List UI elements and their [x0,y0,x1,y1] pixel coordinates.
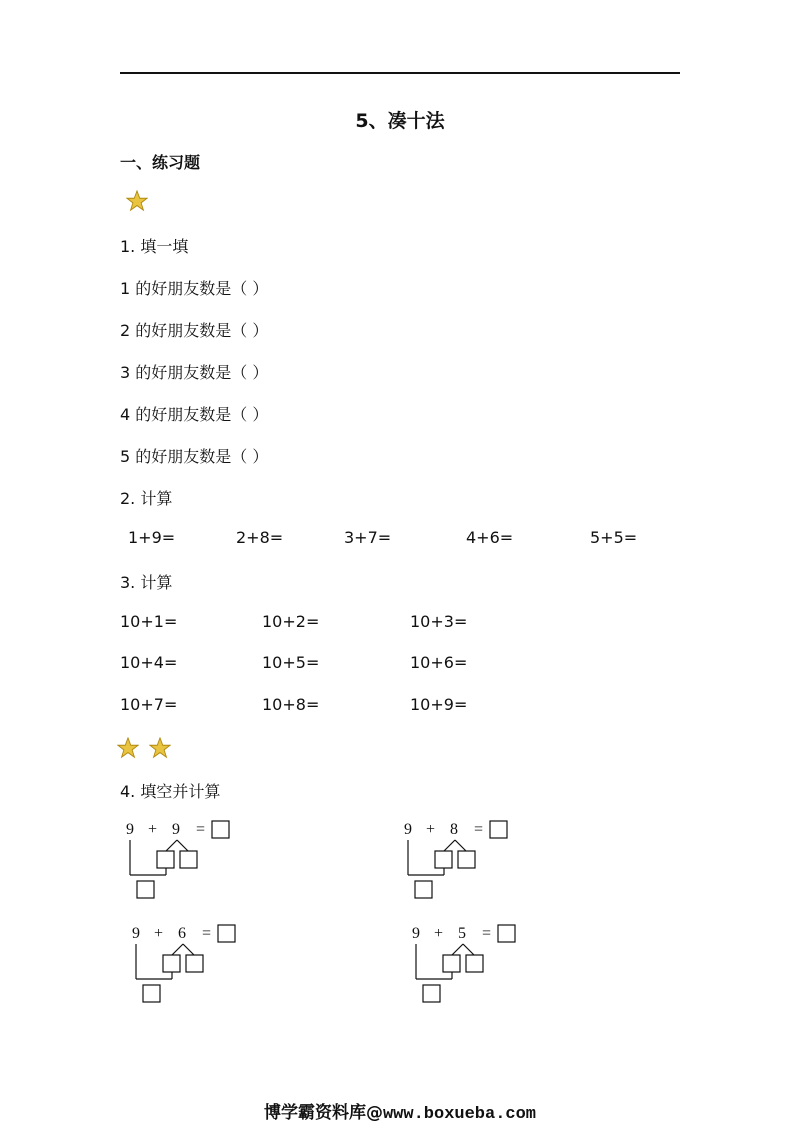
addend-a: 9 [126,821,134,838]
section-heading: 一、练习题 [120,153,201,172]
equals-sign: = [474,821,484,838]
q3-item: 10+9= [410,695,468,714]
difficulty-star-icon [117,737,139,759]
footer-at: @ [365,1103,383,1123]
answer-box[interactable] [218,925,235,942]
split-box[interactable] [443,955,460,972]
split-box[interactable] [163,955,180,972]
q3-item: 10+2= [262,612,320,631]
q4-heading: 4. 填空并计算 [120,782,221,801]
addend-a: 9 [412,925,420,942]
q3-item: 10+4= [120,653,178,672]
difficulty-star-icon [126,190,148,212]
header-rule [120,72,680,74]
make-ten-diagram [398,818,528,903]
q3-item: 10+8= [262,695,320,714]
q2-item: 4+6= [466,528,514,547]
split-box[interactable] [180,851,197,868]
q3-item: 10+5= [262,653,320,672]
split-box[interactable] [435,851,452,868]
split-box[interactable] [157,851,174,868]
q3-item: 10+1= [120,612,178,631]
footer-watermark [0,1098,800,1124]
addend-b: 6 [178,925,186,942]
make-ten-diagram [406,922,536,1007]
q2-item: 2+8= [236,528,284,547]
make-ten-diagram [126,922,256,1007]
q3-item: 10+6= [410,653,468,672]
split-box[interactable] [186,955,203,972]
q3-heading: 3. 计算 [120,573,173,592]
equals-sign: = [482,925,492,942]
q2-item: 5+5= [590,528,638,547]
footer-url[interactable]: www.boxueba.com [382,1105,537,1124]
q1-heading: 1. 填一填 [120,237,189,256]
q3-item: 10+7= [120,695,178,714]
make-ten-diagram [120,818,250,903]
addend-a: 9 [132,925,140,942]
q3-item: 10+3= [410,612,468,631]
split-box[interactable] [458,851,475,868]
q2-item: 1+9= [128,528,176,547]
q2-heading: 2. 计算 [120,489,173,508]
q1-item: 1 的好朋友数是（ ） [120,279,269,298]
equals-sign: = [202,925,212,942]
addend-b: 8 [450,821,458,838]
answer-box[interactable] [490,821,507,838]
operator: + [154,925,164,942]
operator: + [426,821,436,838]
answer-box[interactable] [498,925,515,942]
addend-b: 9 [172,821,180,838]
addend-a: 9 [404,821,412,838]
q2-item: 3+7= [344,528,392,547]
q1-item: 2 的好朋友数是（ ） [120,321,269,340]
addend-b: 5 [458,925,466,942]
footer-site-name: 博学霸资料库 [263,1103,366,1123]
sum-box[interactable] [137,881,154,898]
page-title: 5、凑十法 [355,110,445,132]
operator: + [148,821,158,838]
sum-box[interactable] [423,985,440,1002]
answer-box[interactable] [212,821,229,838]
q1-item: 5 的好朋友数是（ ） [120,447,269,466]
equals-sign: = [196,821,206,838]
sum-box[interactable] [143,985,160,1002]
q1-item: 3 的好朋友数是（ ） [120,363,269,382]
operator: + [434,925,444,942]
sum-box[interactable] [415,881,432,898]
split-box[interactable] [466,955,483,972]
difficulty-star-icon [149,737,171,759]
q1-item: 4 的好朋友数是（ ） [120,405,269,424]
